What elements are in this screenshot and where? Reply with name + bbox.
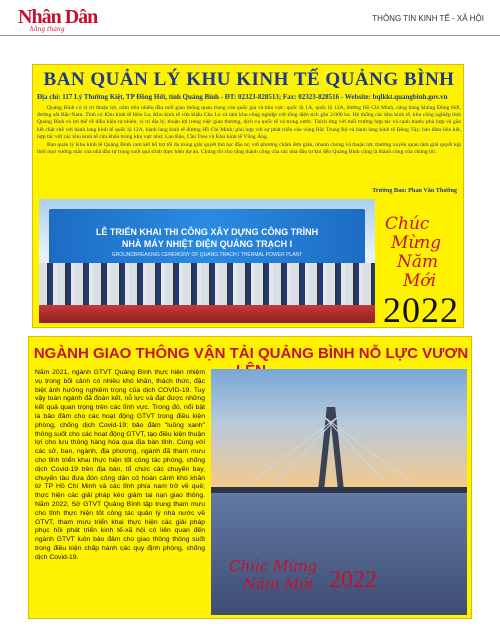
ceremony-stage xyxy=(39,305,375,323)
new-year-greeting xyxy=(229,557,339,593)
ad-signature: Trưởng Ban: Phan Văn Thường xyxy=(372,187,457,194)
greeting-word: Mừng xyxy=(391,233,442,253)
new-year-greeting xyxy=(385,215,455,291)
greeting-line: Năm Mới xyxy=(243,575,314,593)
ad-paragraph: Ban quản lý Khu kinh tế Quảng Bình cam kết hỗ trợ tối đa trong giải quyết thủ tục đầu tư, với phương châm đơn giản, nhanh chóng và thuận lợi; thường xuyên quan tâm giải quyết kịp thời mọi vướng mắc của nhà đầu tư trong suốt quá trình thực hiện dự án. Chúng tôi cho rằng thành công của các nhà đầu tư khi đến Quảng Bình cũng là thành công của chúng tôi. xyxy=(37,142,461,156)
ad-body: Năm 2021, ngành GTVT Quảng Bình thực hiện nhiệm vụ trong bối cảnh có nhiều khó khăn, thách thức, đặc biệt ảnh hưởng nghiêm trọng của dịch COVID-19. Tuy vậy toàn ngành đã đoàn kết, nỗ lực và đạt được những kết quả quan trọng trên các lĩnh vực. Trong đó, nổi bật là bảo đảm cho các hoạt động GTVT trong điều kiện phòng, chống dịch Covid-19; bảo đảm "luồng xanh" thông suốt cho các hoạt động GTVT, tạo điều kiện thuận lợi cho lưu thông hàng hóa qua địa bàn tỉnh. Cùng với các sở, ban, ngành, địa phương, ngành đã tham mưu cho tỉnh triển khai thực hiện tốt công tác phòng, chống dịch Covid-19 trên địa bàn, tổ chức các chuyến bay, chuyến tàu đưa đón công dân có hoàn cảnh khó khăn từ TP Hồ Chí Minh và các tỉnh phía nam trở về quê; thực hiện các giải pháp kéo giảm tai nạn giao thông. Năm 2022, Sở GTVT Quảng Bình tập trung tham mưu cho tỉnh thực hiện tốt công tác quản lý nhà nước về GTVT, tham mưu triển khai thực hiện các giải pháp phục hồi phát triển kinh tế-xã hội có liên quan đến ngành GTVT luôn bảo đảm cho giao thông thông suốt trong điều kiện chấp hành các quy định phòng, chống dịch Covid-19. xyxy=(35,369,205,561)
banner-line-2: NHÀ MÁY NHIỆT ĐIỆN QUẢNG TRẠCH I xyxy=(121,239,293,249)
page-header xyxy=(0,0,500,36)
groundbreaking-photo xyxy=(39,199,375,323)
advertisement-economic-zone xyxy=(32,64,464,328)
banner-line-3: GROUNDBREAKING CEREMONY OF QUANG TRACH I THERMAL POWER PLANT xyxy=(111,252,303,258)
newspaper-logo[interactable]: Nhân Dân xyxy=(18,6,98,28)
ad-body xyxy=(37,105,461,157)
ad-address: Địa chỉ: 117 Lý Thường Kiệt, TP Đồng Hới, tỉnh Quảng Bình - ĐT: 02323-828513; Fax: 02323-828516 - Website: bqlkkt.quangbinh.gov.vn xyxy=(37,93,448,101)
ad-paragraph: Quảng Bình có vị trí thuận lợi, nằm trên nhiều đầu mối giao thông quan trọng của quốc gia và khu vực: quốc lộ 1A, quốc lộ 12A, đường Hồ Chí Minh, cảng hàng không Đồng Hới, đường sắt Bắc-Nam. Tỉnh có Khu kinh tế Hòn La, Khu kinh tế cửa khẩu Cha Lo và tám khu công nghiệp với tổng diện tích gần 2.000 ha. Hệ thống các khu kinh tế, khu công nghiệp tỉnh Quảng Bình có lợi thế về điều kiện tự nhiên, vị trí địa lý, thuận lợi trong việc giao thương, dịch vụ quốc tế và trong nước. Thích ứng với mối trường hợp tác và cạnh tranh; phù hợp và gắn kết chặt chẽ với hành lang kinh tế quốc lộ 12A, hành lang kinh tế đường Hồ Chí Minh; phù hợp với sự phát triển của vùng Bắc Trung Bộ và hành lang kinh tế Đông Tây; bảo đảm liên kết, hợp tác với các khu kinh tế cửa khẩu trong khu vực như: Lao Bảo, Cầu Treo và Khu kinh tế Vũng Áng. xyxy=(37,105,461,140)
greeting-word: Năm xyxy=(397,252,439,272)
greeting-year: 2022 xyxy=(329,567,377,593)
greeting-word: Mới xyxy=(403,271,437,291)
newspaper-logo-subtitle: hằng tháng xyxy=(30,26,65,33)
section-label: THÔNG TIN KINH TẾ - XÃ HỘI xyxy=(372,14,484,23)
river-water xyxy=(211,493,467,615)
greeting-line: Chúc Mừng xyxy=(229,557,318,575)
greeting-year: 2022 xyxy=(383,290,459,330)
greeting-word: Chúc xyxy=(385,214,430,234)
ad-title: NGÀNH GIAO THÔNG VẬN TẢI QUẢNG BÌNH NỖ LỰC VƯƠN xyxy=(33,345,469,362)
banner-line-1: LỄ TRIỂN KHAI THI CÔNG XÂY DỰNG CÔNG TRÌNH xyxy=(95,227,319,237)
ad-title: BAN QUẢN LÝ KHU KINH TẾ QUẢNG BÌNH xyxy=(43,69,455,90)
advertisement-transport xyxy=(28,336,472,619)
